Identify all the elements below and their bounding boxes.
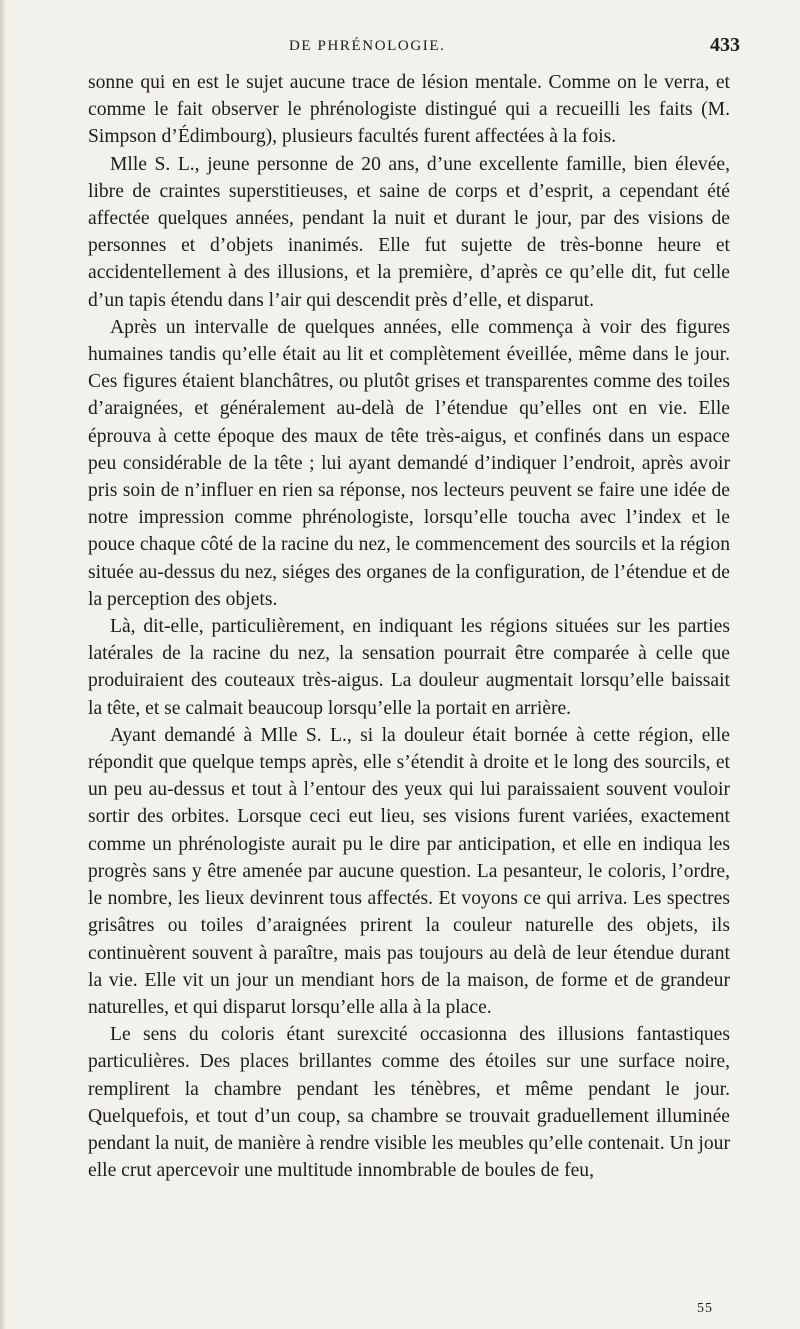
paragraph: Là, dit-elle, particulièrement, en indiquant les régions situées sur les parties latérales de la racine du nez, la sensation pourrait être comparée à celle que produiraient des couteaux très-aigus. La douleur augmentait lorsqu’elle baissait la tête, et se calmait beaucoup lorsqu’elle la portait en arrière. bbox=[88, 616, 730, 719]
paragraph: Après un intervalle de quelques années, elle commença à voir des figures humaines tandis qu’elle était au lit et complètement éveillée, même dans le jour. Ces figures étaient blanchâtres, ou plutôt grises et transparentes comme des toiles d’araignées, et généralement au-delà de l’étendue qu’elles ont en vie. Elle éprouva à cette époque des maux de tête très-aigus, et confinés dans un espace peu considérable de la tête ; lui ayant demandé d’indiquer l’endroit, après avoir pris soin de n’influer en rien sa réponse, nos lecteurs peuvent se faire une idée de notre impression comme phrénologiste, lorsqu’elle toucha avec l’index et le pouce chaque côté de la racine du nez, le commencement des sourcils et la région située au-dessus du nez, siéges des organes de la configuration, de l’étendue et de la perception des objets. bbox=[88, 316, 730, 610]
page-binding-shadow bbox=[0, 0, 6, 1329]
paragraph: Mlle S. L., jeune personne de 20 ans, d’une excellente famille, bien élevée, libre de craintes superstitieuses, et saine de corps et d’esprit, a cependant été affectée quelques années, pendant la nuit et durant le jour, par des visions de personnes et d’objets inanimés. Elle fut sujette de très-bonne heure et accidentellement à des illusions, et la première, d’après ce qu’elle dit, fut celle d’un tapis étendu dans l’air qui descendit près d’elle, et disparut. bbox=[88, 153, 730, 311]
body-text bbox=[88, 69, 730, 1184]
page-number: 433 bbox=[710, 34, 740, 56]
paragraph: Ayant demandé à Mlle S. L., si la douleur était bornée à cette région, elle répondit que quelque temps après, elle s’étendit à droite et le long des sourcils, et un peu au-dessus et tout à l’entour des yeux qui lui paraissaient souvent vouloir sortir des orbites. Lorsque ceci eut lieu, ses visions furent variées, exactement comme un phrénologiste aurait pu le dire par anticipation, et elle en indiqua les progrès sans y être amenée par aucune question. La pesanteur, le coloris, l’ordre, le nombre, les lieux devinrent tous affectés. Et voyons ce qui arriva. Les spectres grisâtres ou toiles d’araignées prirent la couleur naturelle des objets, ils continuèrent souvent à paraître, mais pas toujours au delà de leur étendue durant la vie. Elle vit un jour un mendiant hors de la maison, de forme et de grandeur naturelles, et qui disparut lorsqu’elle alla à la place. bbox=[88, 724, 730, 1018]
paragraph: Le sens du coloris étant surexcité occasionna des illusions fantastiques particulières. Des places brillantes comme des étoiles sur une surface noire, remplirent la chambre pendant les ténèbres, et même pendant le jour. Quelquefois, et tout d’un coup, sa chambre se trouvait graduellement illuminée pendant la nuit, de manière à rendre visible les meubles qu’elle contenait. Un jour elle crut apercevoir une multitude innombrable de boules de feu, bbox=[88, 1024, 730, 1182]
running-title: DE PHRÉNOLOGIE. bbox=[289, 38, 446, 54]
paragraph-continued: sonne qui en est le sujet aucune trace de lésion mentale. Comme on le verra, et comme le fait observer le phrénologiste distingué qui a recueilli les faits (M. Simpson d’Édimbourg), plusieurs facultés furent affectées à la fois. bbox=[88, 72, 730, 148]
printer-signature-mark: 55 bbox=[697, 1301, 713, 1316]
